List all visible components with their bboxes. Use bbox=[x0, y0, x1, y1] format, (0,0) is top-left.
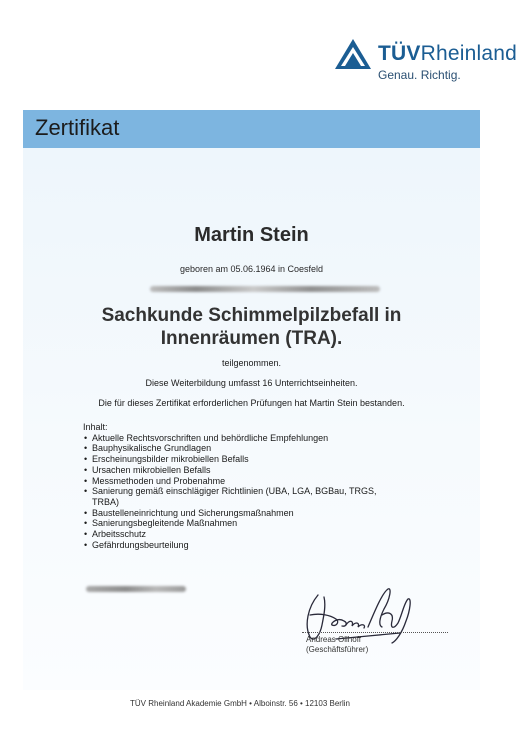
logo-brand: TÜVRheinland bbox=[378, 42, 517, 65]
participated-text: teilgenommen. bbox=[221, 358, 282, 368]
list-item: • Erscheinungsbilder mikrobiellen Befalls bbox=[83, 454, 463, 465]
course-title bbox=[23, 304, 480, 350]
units-text: Diese Weiterbildung umfasst 16 Unterrichtseinheiten. bbox=[145, 378, 358, 388]
list-item: • Aktuelle Rechtsvorschriften und behördliche Empfehlungen bbox=[83, 433, 463, 444]
triangle-logo-icon bbox=[334, 38, 372, 70]
exam-text: Die für dieses Zertifikat erforderlichen Prüfungen hat Martin Stein bestanden. bbox=[98, 398, 405, 408]
list-item: • Baustelleneinrichtung und Sicherungsmaßnahmen bbox=[83, 508, 463, 519]
contents-section bbox=[83, 422, 463, 550]
contents-list bbox=[83, 433, 463, 551]
list-item: • Sanierung gemäß einschlägiger Richtlinien (UBA, LGA, BGBau, TRGS, TRBA) bbox=[83, 486, 463, 507]
birth-info: geboren am 05.06.1964 in Coesfeld bbox=[179, 264, 324, 274]
contents-heading: Inhalt: bbox=[83, 422, 108, 432]
list-item: • Messmethoden und Probenahme bbox=[83, 476, 463, 487]
list-item: • Arbeitsschutz bbox=[83, 529, 463, 540]
page-title: Zertifikat bbox=[35, 115, 120, 140]
signer-block bbox=[306, 635, 368, 655]
list-item-continuation: TRBA) bbox=[92, 496, 119, 507]
tuv-logo bbox=[334, 38, 517, 88]
redacted-date bbox=[86, 586, 186, 592]
redacted-text bbox=[150, 286, 380, 292]
recipient-name: Martin Stein bbox=[194, 224, 309, 246]
list-item: • Ursachen mikrobiellen Befalls bbox=[83, 465, 463, 476]
list-item: • Sanierungsbegleitende Maßnahmen bbox=[83, 518, 463, 529]
list-item: • Gefährdungsbeurteilung bbox=[83, 540, 463, 551]
logo-tagline: Genau. Richtig. bbox=[378, 68, 461, 82]
course-title-line1: Sachkunde Schimmelpilzbefall in bbox=[101, 305, 402, 326]
signer-name: Andreas Ollhoff bbox=[306, 635, 361, 644]
signature-line bbox=[302, 632, 448, 633]
list-item: • Bauphysikalische Grundlagen bbox=[83, 443, 463, 454]
header-band bbox=[23, 110, 480, 148]
course-title-line2: Innenräumen (TRA). bbox=[160, 328, 343, 349]
footer-address: TÜV Rheinland Akademie GmbH • Alboinstr. 56 • 12103 Berlin bbox=[130, 699, 350, 708]
signer-role: (Geschäftsführer) bbox=[306, 645, 369, 654]
